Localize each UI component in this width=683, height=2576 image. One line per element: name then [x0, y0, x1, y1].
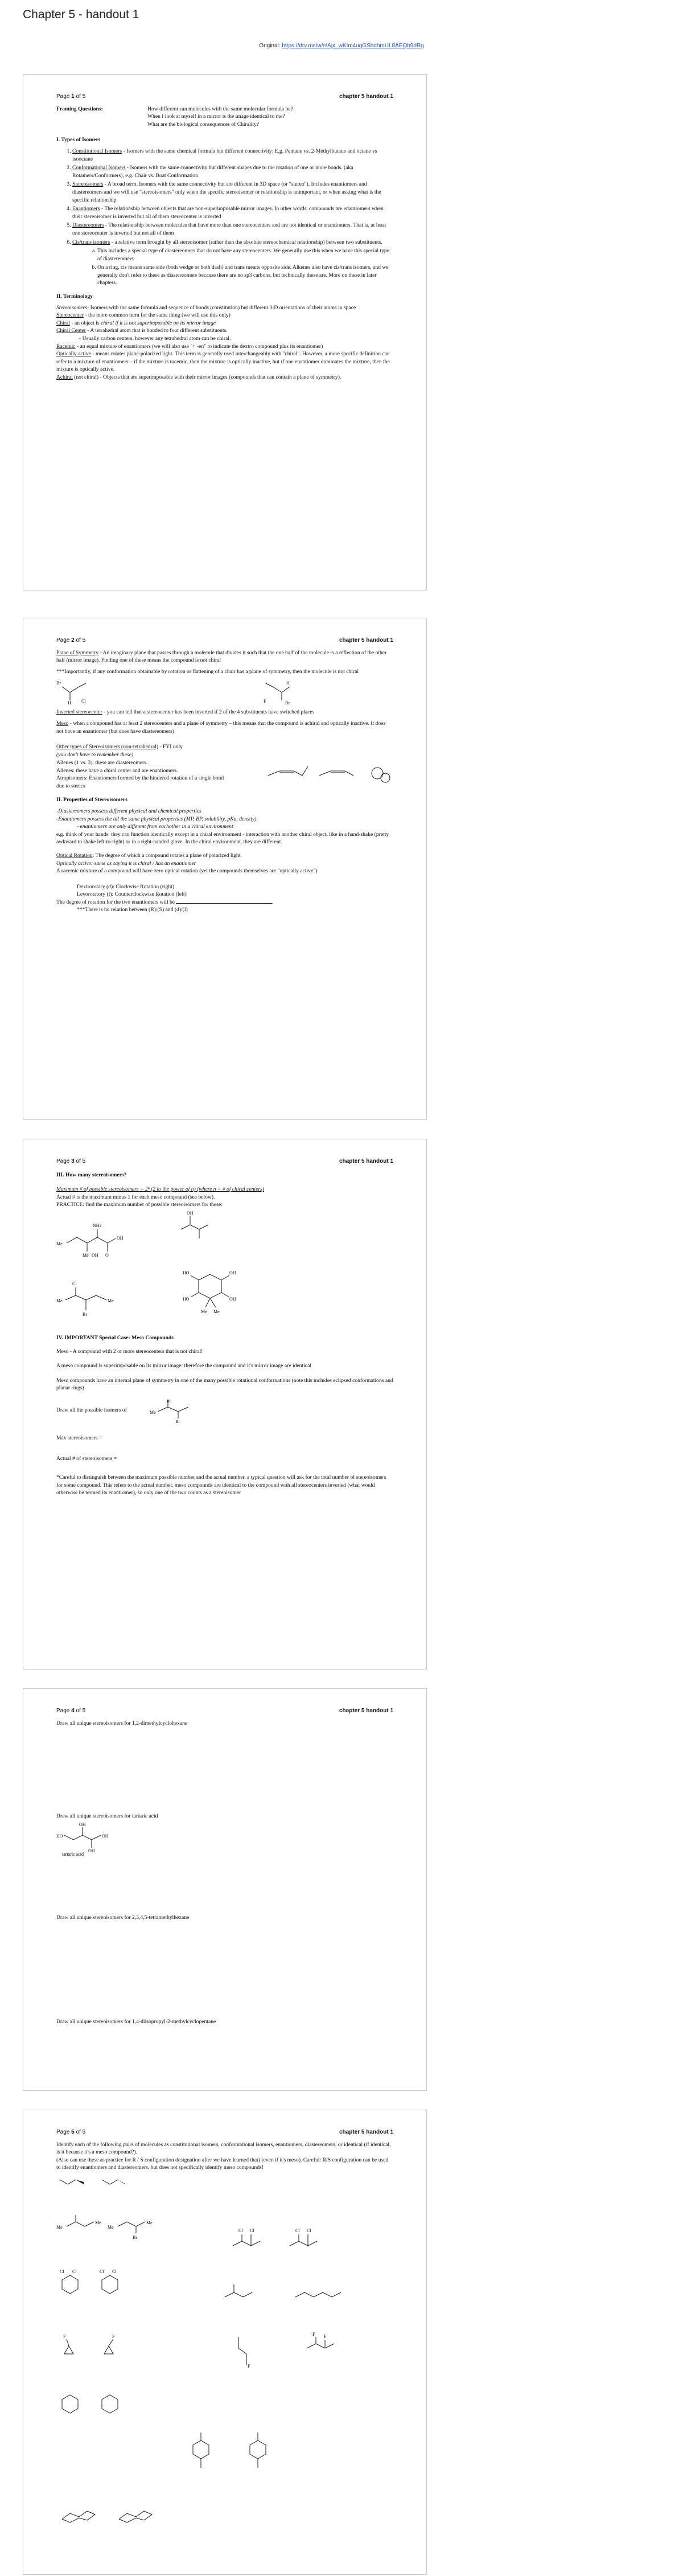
svg-text:OH: OH: [117, 1235, 124, 1241]
paragraph: Draw all the possible isomers of: [56, 1407, 127, 1414]
document-title: Chapter 5 - handout 1: [23, 8, 139, 21]
section-heading: III. How many stereoisomers?: [56, 1171, 127, 1178]
term-row: Stereocenter - the more common term for the same thing (we will use this only): [56, 312, 231, 319]
paragraph: Actual # of stereoisomers =: [56, 1455, 117, 1462]
paragraph: A meso compound is superimposable on its mirror image: therefore the compound and it's mirror image are identical: [56, 1363, 311, 1369]
page-header-title: chapter 5 handout 1: [339, 2129, 393, 2135]
page-header: [56, 1707, 393, 1715]
svg-text:Me: Me: [56, 2224, 63, 2230]
structure-pair-alkanes: [221, 2280, 369, 2308]
pair-structures: [56, 2172, 393, 2536]
svg-text:Me: Me: [108, 1298, 114, 1303]
svg-text:Cl: Cl: [307, 2228, 311, 2233]
paragraph: Meso - when a compound has at least 2 stereocenters and a plane of symmetry – this means that the compound is achiral and optically inactive. It does not have an enantiomer (but does have diastereomers): [56, 720, 386, 735]
rotation-line: Levorotatory (l): Counterclockwise Rotation (left): [77, 891, 187, 898]
allene-structures: [262, 758, 393, 790]
page-header-title: chapter 5 handout 1: [339, 637, 393, 643]
rotation-note: ***There is no relation between (R)/(S) and (d)/(l): [77, 906, 188, 913]
svg-text:Br: Br: [285, 700, 290, 706]
formula-line: PRACTICE: find the maximum number of possible stereoisomers for these:: [56, 1201, 223, 1208]
exercise-intro: Identify each of the following pairs of molecules as constitutional isomers, conformational isomers, enantiomers, diastereomers, or identical (if identical, is it because it's a meso compound?).: [56, 2141, 391, 2156]
framing-question: What are the biological consequences of Chirality?: [147, 121, 260, 128]
svg-text:Br: Br: [83, 1311, 87, 1317]
list-item: 1. Constitutional Isomers - Isomers with the same chemical formula but different connectivity: E.g. Pentane vs. 2-Methylbutane and octane vs isooctane: [72, 147, 393, 163]
page-number: Page 1 of 5: [56, 93, 86, 100]
page-header-title: chapter 5 handout 1: [339, 93, 393, 100]
svg-text:H: H: [286, 680, 290, 686]
exercise-prompt: Draw all unique stereoisomers for 1,2-dimethylcyclohexane: [56, 1720, 188, 1726]
svg-text:F: F: [324, 2333, 327, 2339]
paragraph: Max stereoisomers =: [56, 1434, 102, 1441]
section-heading: II. Terminology: [56, 293, 93, 300]
exercise-prompt: Draw all unique stereoisomers for 2,3,4,5-tetramethylhexane: [56, 1914, 190, 1921]
exercise-prompt: Draw all unique stereoisomers for 1,4-diisopropyl-2-methylcyclopentane: [56, 2019, 216, 2025]
exercise-prompt: Draw all unique stereoisomers for tartaric acid: [56, 1813, 158, 1820]
alcohol-structure: [179, 1209, 213, 1249]
paragraph: A racemic mixture of a compound will have zero optical rotation (yet the compounds themselves are "optically active"): [56, 868, 318, 875]
framing-question: When I look at myself in a mirror is the image identical to me?: [147, 113, 285, 120]
list-item: 4. Enantiomers - The relationship between objects that are non-superimposable mirror images. In other words, compounds are enantiomers when their stereoisomer is inverted but all of them stereocenter is inverted: [72, 205, 393, 220]
formula-line: Actual # is the maximum minus 1 for each meso compound (see below).: [56, 1193, 215, 1200]
page-header: [56, 637, 393, 645]
svg-text:NH2: NH2: [93, 1223, 102, 1228]
svg-text:F: F: [63, 2333, 66, 2339]
svg-text:F: F: [112, 2333, 115, 2339]
svg-text:Me: Me: [146, 2220, 153, 2225]
paragraph: Plane of Symmetry - An imaginary plane that passes through a molecule that divides it such that the one half of the molecule is a reflection of the other half (mirror image). Finding one of these means the compound is not chiral: [56, 649, 387, 664]
svg-text:Me: Me: [213, 1308, 220, 1314]
svg-text:OH: OH: [79, 1822, 86, 1827]
svg-text:OH: OH: [187, 1210, 194, 1216]
amino-acid-structure: [56, 1220, 136, 1260]
svg-text:Cl: Cl: [72, 2269, 77, 2274]
mirror-molecule-structure: [261, 679, 295, 705]
svg-text:OH: OH: [229, 1296, 236, 1302]
page-5: [23, 2110, 427, 2575]
property-line: -Enantiomers possess the all the same physical properties (MP, BP, solubility, pKa, density).: [56, 815, 258, 822]
svg-text:O: O: [105, 1252, 109, 1258]
svg-text:Cl: Cl: [250, 2228, 254, 2233]
structure-pair-cyclopropanes: [56, 2331, 147, 2365]
structure-pair-ring: [56, 2388, 147, 2417]
page-header: [56, 2128, 393, 2136]
terminology: [56, 304, 393, 382]
page-header: [56, 1158, 393, 1166]
svg-text:Cl: Cl: [112, 2269, 117, 2274]
page-number: Page 5 of 5: [56, 2129, 86, 2135]
term-row: Racemic - an equal mixture of enantiomers (we will also use "+ -en" to indicate the dextro compound plus its enantiomer): [56, 343, 323, 350]
chiral-molecule-structure: [56, 679, 90, 705]
sub-list-item: b. On a ring, cis means same side (both wedge or both dash) and trans means opposite side. Alkenes also have cis/trans isomers, and we generally don't refer to these as diastereomers because there are no sp3 carbons, but technically these are. More on these in later chapters.: [97, 264, 393, 287]
original-link[interactable]: https://drv.ms/w/s!Ajx_wKIm4uqGShdhmUL8AEQb9dRg: [282, 43, 424, 49]
property-line: -Diastereomers possess different physical and chemical properties: [56, 807, 201, 814]
rotation-line: Dextrorotary (d): Clockwise Rotation (right): [77, 883, 175, 890]
original-link-line: [0, 43, 683, 49]
svg-text:Me: Me: [201, 1308, 207, 1314]
rotation-question: The degree of rotation for the two enantiomers will be: [56, 899, 393, 906]
page-1: [23, 74, 427, 590]
property-line: e.g. think of your hands: they can function identically except in a chiral environment - interaction with another chiral object, like in a hand-shake (pretty awkward to shake left-to-right) or in a right-handed glove. In the chiral environment, they are different.: [56, 831, 389, 846]
section-heading: I. Types of Isomers: [56, 137, 101, 143]
framing-question: How different can molecules with the same molecular formula be?: [147, 105, 293, 112]
paragraph: Meso - A compound with 2 or more stereocenters that is not chiral!: [56, 1348, 203, 1355]
isomer-types-list: [56, 147, 393, 287]
structure-pair-dichloro: [227, 2223, 341, 2257]
svg-text:Me: Me: [56, 1298, 63, 1303]
svg-text:Br: Br: [56, 680, 61, 686]
page-header: [56, 93, 393, 101]
property-line: - enantiomers are only different from eachother in a chiral environment: [77, 823, 233, 830]
page-number: Page 2 of 5: [56, 637, 86, 643]
structure-pair-fluoro: [227, 2331, 364, 2377]
section-heading: II. Properties of Stereoisomers: [56, 797, 127, 803]
page-3: [23, 1139, 427, 1670]
svg-text:Cl: Cl: [295, 2228, 300, 2233]
svg-text:OH: OH: [88, 1848, 95, 1853]
svg-text:F: F: [264, 699, 266, 704]
molecule-row: [56, 679, 393, 705]
structure-pair-tertbutyl: [182, 2422, 295, 2479]
svg-text:OH: OH: [229, 1270, 236, 1275]
svg-text:HO: HO: [56, 1833, 63, 1839]
term-row: Chiral Center - A tetrahedral atom that is bonded to four different substituents.: [56, 327, 228, 334]
svg-text:Cl: Cl: [81, 699, 86, 704]
practice-structures: [56, 1209, 393, 1328]
list-item: 3. Stereoisomers - A broad term. Isomers with the same connectivity but are different in 3D space (or "stereo"). Includes enantiomers and diastereomers and we will use "stereoisomers" only when the specific stereoisomer or relationship is unimportant, or when asking what is the specific relationship: [72, 181, 393, 204]
svg-text:OH: OH: [102, 1833, 109, 1839]
svg-text:F: F: [248, 2363, 250, 2369]
svg-text:Cl: Cl: [60, 2269, 64, 2274]
structure-pair-2: [56, 2212, 170, 2240]
svg-text:Cl: Cl: [238, 2228, 243, 2233]
paragraph: Inverted stereocenter - you can tell that a stereocenter has been inverted if 2 of the 4 substituents have switched places: [56, 709, 315, 716]
structure-pair-chairs: [56, 2502, 170, 2530]
svg-text:Br: Br: [166, 1398, 171, 1404]
paragraph: Meso compounds have an internal plane of symmetry in one of the many possible rotational conformations (note this includes eclipsed conformations and planar rings): [56, 1377, 393, 1392]
svg-text:tartaric acid: tartaric acid: [62, 1851, 84, 1857]
page-header-title: chapter 5 handout 1: [339, 1158, 393, 1164]
paragraph: Optical Rotation: The degree of which a compound rotates a plane of polarized light.: [56, 852, 242, 859]
term-row: - Usually carbon centers, however any tetrahedral atom can be chiral.: [79, 335, 231, 342]
svg-text:F: F: [312, 2331, 315, 2337]
svg-text:HO: HO: [183, 1296, 190, 1302]
term-row: Optically active - means rotates plane-polarized light. This term is generally used interchangeably with "chiral". However, a more specific definition can refer to a mixture of enantiomers – if the mixture is racemic, then the mixture is optically inactive, but if one enantiomer dominates the mixture, then the mixture is optically active.: [56, 351, 390, 373]
tartaric-acid-structure: [56, 1820, 108, 1857]
list-item: 2. Conformational Isomers - Isomers with the same connectivity but different shapes due to the rotation of one or more bonds. (aka Rotamers/Conformers), e.g. Chair vs. Boat Conformation: [72, 164, 393, 179]
svg-text:Me: Me: [56, 1241, 63, 1246]
term-row: Chiral - an object is chiral if it is not superimposable on its mirror image: [56, 319, 216, 326]
svg-text:H: H: [68, 700, 71, 706]
page-header-title: chapter 5 handout 1: [339, 1708, 393, 1714]
svg-text:Cl: Cl: [100, 2269, 104, 2274]
dibromobutane-structure: [150, 1398, 201, 1423]
svg-text:Me: Me: [108, 2224, 114, 2230]
framing-questions: [56, 105, 393, 129]
framing-label: Framing Questions:: [56, 105, 103, 112]
structure-pair-cyclohexanes: [56, 2263, 147, 2297]
svg-text:OH: OH: [92, 1252, 98, 1258]
term-row: Stereoisomers- Isomers with the same formula and sequence of bonds (constitution) but different 3-D orientations of their atoms in space: [56, 304, 356, 311]
svg-text:Me: Me: [95, 2220, 101, 2225]
original-label: Original:: [259, 43, 281, 49]
substituted-cyclohexane-structure: [170, 1263, 250, 1320]
page-4: [23, 1688, 427, 2091]
svg-text:Me: Me: [83, 1252, 89, 1258]
svg-text:Me: Me: [149, 1409, 156, 1415]
exercise-intro-note: (Also can use these as practice for R / S configuration designation after we have learned that) (even if it's meso). Careful: R/S configuration can be used to identify enantiomers and diastereomers, but does not specifically identify meso compounds!: [56, 2156, 389, 2171]
list-item: 5. Diastereomers - The relationship between molecules that have more than one stereocenters and are not identical or enantiomers. That is, at least one stereocenter is inverted but not all of them: [72, 221, 393, 237]
svg-text:HO: HO: [183, 1270, 190, 1275]
paragraph: *Careful to distinguish between the maximum possible number and the actual number. a typical question will ask for the total number of stereoisomers for some compound. This refers to the actual number. meso compounds are identical to the compound with all stereocenters inverted (what would otherwise be termed its enantiomer), so only one of the two counts as a stereoisomer: [56, 1474, 386, 1496]
term-row: Achiral (not chiral) - Objects that are superimposable with their mirror images (compounds that can contain a plane of symmetry).: [56, 374, 342, 380]
paragraph: ***Importantly, if any conformation obtainable by rotation or flattening of a chair has a plane of symmetry, then the molecule is not chiral: [56, 668, 359, 675]
page-number: Page 4 of 5: [56, 1708, 86, 1714]
svg-text:Br: Br: [175, 1419, 180, 1424]
other-stereoisomers: Other types of Stereoisomers (non-tetrahedral) - FYI only (you don't have to remember these) Allenes (1 vs. 3): these are diastereomers. Allenes: these have a chiral center and are enantiomers. Atropisomers: Enantiomers formed by the hindered rotation of a single bond due to sterics: [56, 743, 393, 790]
svg-text:Br: Br: [133, 2234, 137, 2240]
section-heading: IV. IMPORTANT Special Case: Meso Compounds: [56, 1334, 174, 1341]
svg-text:Cl: Cl: [72, 1281, 77, 1286]
sub-list-item: a. This includes a special type of diastereomers that do not have any stereocenters. We generally use this when we have this special type of diastereomers: [97, 247, 393, 262]
formula-line: Maximum # of possible stereoisomers = 2ⁿ (2 to the power of n) (where n = # of chiral centers): [56, 1186, 265, 1193]
paragraph: Optically active: same as saying it is chiral / has an enantiomer: [56, 860, 196, 867]
list-item: 6. Cis/trans isomers - a relative term brought by all stereoisomer (rather than the absolute stereochemical relationship) between two substituents. a. This includes a special type of diastereomers that do not have any stereocenters. We generally use this when we have this special type of diastereomers b. On a ring, cis means same side (both wedge or both dash) and trans means opposite side. Alkenes also have cis/trans isomers, and we generally don't refer to these as diastereomers because there are no sp3 carbons, but technically these are. More on these in later chapters.: [72, 239, 393, 288]
structure-pair-1: [56, 2174, 136, 2191]
page-number: Page 3 of 5: [56, 1158, 86, 1164]
page-2: [23, 618, 427, 1120]
chloro-alkane-structure: [56, 1277, 125, 1323]
